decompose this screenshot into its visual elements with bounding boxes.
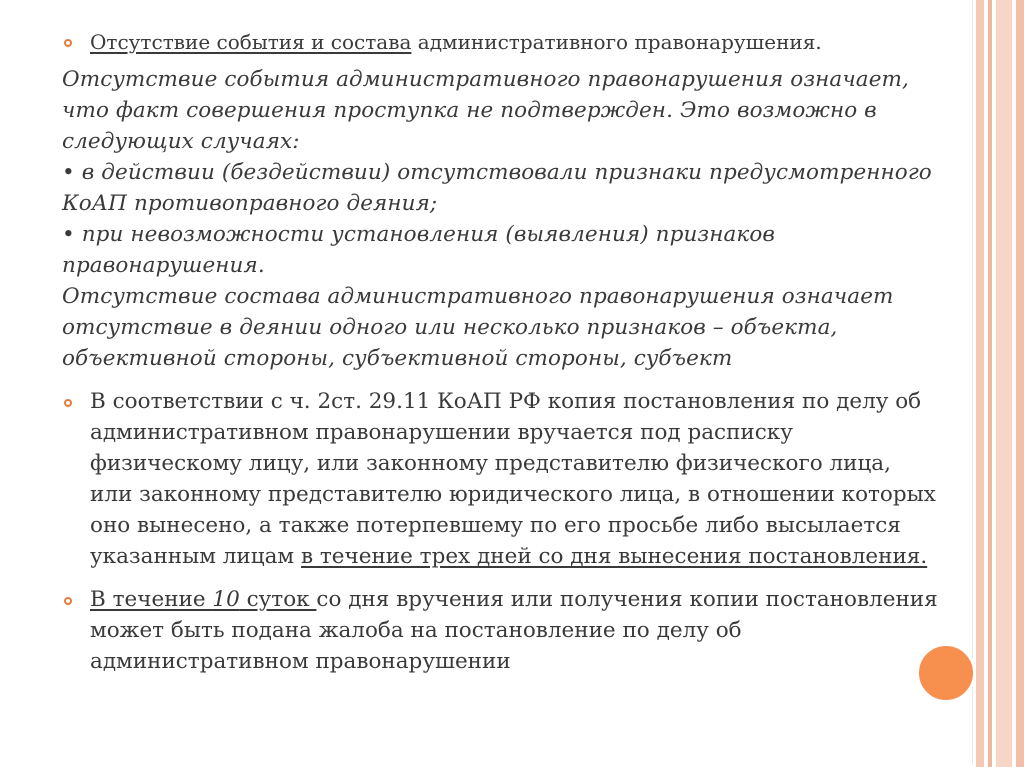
bullet-3-underlined-number: 10 bbox=[212, 587, 240, 612]
bullet-icon bbox=[64, 399, 72, 407]
bullet-2-underlined: в течение трех дней со дня вынесения постановления. bbox=[300, 544, 928, 569]
stripe bbox=[996, 0, 1012, 767]
bullet-item-3 bbox=[58, 584, 938, 677]
stripe bbox=[976, 0, 984, 767]
bullet-1-underlined: Отсутствие события и состава bbox=[90, 30, 412, 54]
bullet-1-text: административного правонарушения. bbox=[411, 30, 822, 54]
decorative-stripes bbox=[976, 0, 1024, 767]
definition-paragraph-1: Отсутствие события административного правонарушения означает, что факт совершения проступка не подтвержден. Это возможно в следующих случаях: bbox=[62, 67, 909, 154]
definition-block bbox=[58, 64, 938, 374]
bullet-2-paragraph bbox=[90, 386, 938, 572]
bullet-icon bbox=[64, 597, 72, 605]
bullet-3-paragraph bbox=[90, 584, 938, 677]
definition-paragraph-4: Отсутствие состава административного правонарушения означает отсутствие в деянии одного или несколько признаков – объекта, объективной стороны, субъективной стороны, субъект bbox=[62, 284, 894, 371]
stripe bbox=[1016, 0, 1024, 767]
bullet-item-1 bbox=[58, 28, 938, 56]
bullet-3-underlined-a: В течение bbox=[90, 587, 213, 612]
decorative-circle bbox=[916, 643, 976, 703]
definition-paragraph-2: • в действии (бездействии) отсутствовали признаки предусмотренного КоАП противоправного деяния; bbox=[62, 160, 932, 216]
bullet-icon bbox=[64, 39, 72, 47]
definition-paragraph-3: • при невозможности установления (выявления) признаков правонарушения. bbox=[62, 222, 776, 278]
bullet-3-underlined-b: суток bbox=[239, 587, 317, 612]
bullet-2-text: В соответствии с ч. 2ст. 29.11 КоАП РФ копия постановления по делу об административном правонарушении вручается под расписку физическому лицу, или законному представителю физического лица, или законному представителю юридического лица, в отношении которых оно вынесено, а также потерпевшему по его просьбе либо высылается указанным лицам bbox=[90, 389, 936, 569]
bullet-3-text: со дня вручения или получения копии постановления может быть подана жалоба на постановление по делу об административном правонарушении bbox=[90, 587, 938, 674]
stripe bbox=[988, 0, 992, 767]
slide-content bbox=[58, 28, 938, 677]
bullet-item-2 bbox=[58, 386, 938, 572]
